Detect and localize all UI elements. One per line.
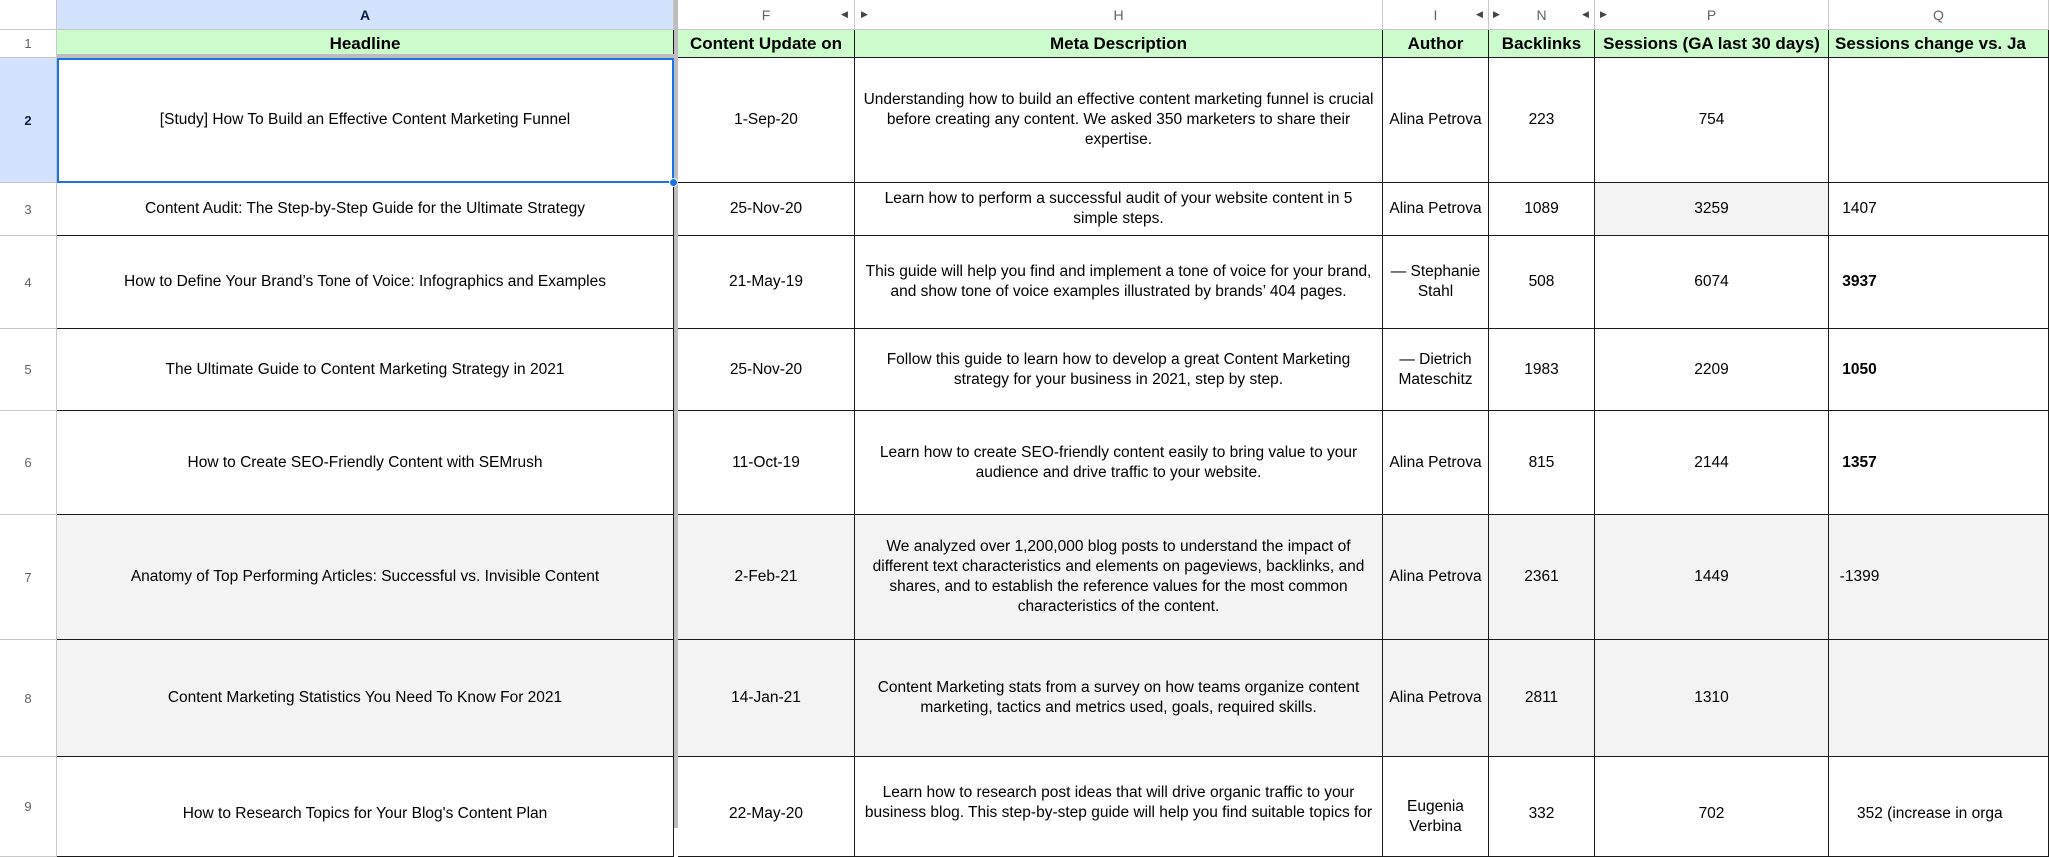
- row-header-5[interactable]: 5: [0, 329, 57, 411]
- cell-sessions[interactable]: 3259: [1595, 183, 1829, 236]
- cell-author[interactable]: Alina Petrova: [1383, 411, 1489, 515]
- cell-sessions-change[interactable]: [1829, 58, 2049, 183]
- header-backlinks[interactable]: Backlinks: [1489, 30, 1595, 58]
- cell-sessions-change[interactable]: 3937: [1829, 236, 2049, 329]
- row-header-8[interactable]: 8: [0, 640, 57, 757]
- cell-date[interactable]: 21-May-19: [678, 236, 855, 329]
- row-header-7[interactable]: 7: [0, 515, 57, 640]
- cell-sessions-change[interactable]: 1407: [1829, 183, 2049, 236]
- column-header-a[interactable]: A: [57, 0, 674, 30]
- cell-author[interactable]: Alina Petrova: [1383, 640, 1489, 757]
- row-header-4[interactable]: 4: [0, 236, 57, 329]
- header-headline[interactable]: Headline: [57, 30, 674, 58]
- cell-headline[interactable]: The Ultimate Guide to Content Marketing Strategy in 2021: [57, 329, 674, 411]
- cell-headline[interactable]: Anatomy of Top Performing Articles: Successful vs. Invisible Content: [57, 515, 674, 640]
- row-header-6[interactable]: 6: [0, 411, 57, 515]
- cell-sessions[interactable]: 6074: [1595, 236, 1829, 329]
- row-header-2[interactable]: 2: [0, 58, 57, 183]
- cell-date[interactable]: 25-Nov-20: [678, 183, 855, 236]
- cell-sessions-change[interactable]: [1829, 640, 2049, 757]
- cell-author[interactable]: Alina Petrova: [1383, 515, 1489, 640]
- cell-author[interactable]: — Dietrich Mateschitz: [1383, 329, 1489, 411]
- cell-meta-description[interactable]: Understanding how to build an effective content marketing funnel is crucial before creating any content. We asked 350 marketers to share their expertise.: [855, 58, 1383, 183]
- cell-author[interactable]: Alina Petrova: [1383, 58, 1489, 183]
- cell-backlinks[interactable]: 1983: [1489, 329, 1595, 411]
- cell-meta-description[interactable]: Content Marketing stats from a survey on how teams organize content marketing, tactics and metrics used, goals, required skills.: [855, 640, 1383, 757]
- cell-meta-description[interactable]: Follow this guide to learn how to develop a great Content Marketing strategy for your business in 2021, step by step.: [855, 329, 1383, 411]
- cell-headline[interactable]: How to Define Your Brand’s Tone of Voice: Infographics and Examples: [57, 236, 674, 329]
- row-header-9[interactable]: 9: [0, 757, 57, 857]
- cell-author[interactable]: — Stephanie Stahl: [1383, 236, 1489, 329]
- cell-backlinks[interactable]: 1089: [1489, 183, 1595, 236]
- column-header-h[interactable]: H: [855, 0, 1383, 30]
- header-sessions[interactable]: Sessions (GA last 30 days): [1595, 30, 1829, 58]
- select-all-corner[interactable]: [0, 0, 57, 30]
- cell-sessions-change[interactable]: 1050: [1829, 329, 2049, 411]
- cell-headline[interactable]: Content Audit: The Step-by-Step Guide for the Ultimate Strategy: [57, 183, 674, 236]
- cell-backlinks[interactable]: 332: [1489, 757, 1595, 857]
- cell-sessions-change[interactable]: -1399: [1829, 515, 2049, 640]
- column-header-i[interactable]: I: [1383, 0, 1489, 30]
- cell-author[interactable]: Eugenia Verbina: [1383, 757, 1489, 857]
- cell-sessions[interactable]: 1449: [1595, 515, 1829, 640]
- column-header-p[interactable]: P: [1595, 0, 1829, 30]
- hidden-columns-left-arrow-icon[interactable]: ◀: [841, 9, 848, 19]
- cell-meta-description[interactable]: Learn how to create SEO-friendly content easily to bring value to your audience and drive traffic to your website.: [855, 411, 1383, 515]
- cell-backlinks[interactable]: 508: [1489, 236, 1595, 329]
- cell-backlinks[interactable]: 815: [1489, 411, 1595, 515]
- frozen-column-divider[interactable]: [674, 0, 678, 828]
- cell-backlinks[interactable]: 2361: [1489, 515, 1595, 640]
- cell-headline[interactable]: How to Research Topics for Your Blog's Content Plan: [57, 757, 674, 857]
- cell-sessions-change[interactable]: 1357: [1829, 411, 2049, 515]
- cell-backlinks[interactable]: 223: [1489, 58, 1595, 183]
- cell-date[interactable]: 22-May-20: [678, 757, 855, 857]
- cell-sessions[interactable]: 2209: [1595, 329, 1829, 411]
- fill-handle[interactable]: [669, 178, 678, 187]
- cell-date[interactable]: 2-Feb-21: [678, 515, 855, 640]
- hidden-columns-right-arrow-icon[interactable]: ▶: [1493, 9, 1500, 19]
- hidden-columns-left-arrow-icon[interactable]: ◀: [1582, 9, 1589, 19]
- cell-meta-description[interactable]: We analyzed over 1,200,000 blog posts to understand the impact of different text characteristics and elements on pageviews, backlinks, and shares, and to establish the reference values for the most common characteristics of the content.: [855, 515, 1383, 640]
- hidden-columns-right-arrow-icon[interactable]: ▶: [861, 9, 868, 19]
- header-author[interactable]: Author: [1383, 30, 1489, 58]
- cell-headline[interactable]: [Study] How To Build an Effective Content Marketing Funnel: [57, 58, 674, 183]
- header-sessions-change[interactable]: Sessions change vs. Ja: [1829, 30, 2049, 58]
- cell-sessions[interactable]: 1310: [1595, 640, 1829, 757]
- cell-author[interactable]: Alina Petrova: [1383, 183, 1489, 236]
- frozen-row-divider[interactable]: [57, 54, 674, 58]
- cell-headline[interactable]: Content Marketing Statistics You Need To Know For 2021: [57, 640, 674, 757]
- cell-backlinks[interactable]: 2811: [1489, 640, 1595, 757]
- cell-date[interactable]: 25-Nov-20: [678, 329, 855, 411]
- cell-sessions[interactable]: 754: [1595, 58, 1829, 183]
- cell-meta-description[interactable]: Learn how to perform a successful audit of your website content in 5 simple steps.: [855, 183, 1383, 236]
- header-meta-description[interactable]: Meta Description: [855, 30, 1383, 58]
- cell-meta-description[interactable]: This guide will help you find and implement a tone of voice for your brand, and show tone of voice examples illustrated by brands’ 404 pages.: [855, 236, 1383, 329]
- column-header-n[interactable]: N: [1489, 0, 1595, 30]
- header-content-update[interactable]: Content Update on: [678, 30, 855, 58]
- hidden-columns-left-arrow-icon[interactable]: ◀: [1476, 9, 1483, 19]
- row-header-3[interactable]: 3: [0, 183, 57, 236]
- cell-sessions-change[interactable]: 352 (increase in orga: [1829, 757, 2049, 857]
- cell-headline[interactable]: How to Create SEO-Friendly Content with SEMrush: [57, 411, 674, 515]
- cell-sessions[interactable]: 702: [1595, 757, 1829, 857]
- cell-sessions[interactable]: 2144: [1595, 411, 1829, 515]
- cell-date[interactable]: 11-Oct-19: [678, 411, 855, 515]
- column-header-q[interactable]: Q: [1829, 0, 2049, 30]
- cell-date[interactable]: 1-Sep-20: [678, 58, 855, 183]
- row-header-1[interactable]: 1: [0, 30, 57, 58]
- hidden-columns-right-arrow-icon[interactable]: ▶: [1600, 9, 1607, 19]
- cell-date[interactable]: 14-Jan-21: [678, 640, 855, 757]
- column-header-f[interactable]: F: [678, 0, 855, 30]
- cell-meta-description[interactable]: Learn how to research post ideas that will drive organic traffic to your business blog. This step-by-step guide will help you find suitable topics for: [855, 757, 1383, 857]
